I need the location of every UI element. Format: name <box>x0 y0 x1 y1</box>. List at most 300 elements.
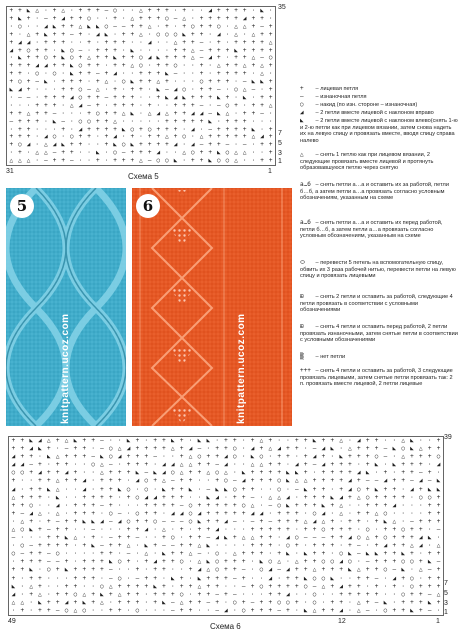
chart-cell: ◣ <box>206 493 211 501</box>
chart-6-symbols <box>9 437 443 615</box>
chart-cell: ◢ <box>191 141 195 149</box>
legend-symbol: – <box>300 93 304 100</box>
legend-text: – 2 петли вместе лицевой с наклоном влево(снять 1-ю и 2-ю петли как при лицевом вязании, затем снова надеть их на левую спицу и провязать вместе, вводя спицу справа налево <box>300 118 458 144</box>
chart-cell: – <box>277 606 281 614</box>
chart-cell: △ <box>171 445 175 453</box>
chart-cell: + <box>401 493 405 501</box>
chart-cell: △ <box>365 534 370 542</box>
chart-cell: – <box>233 517 237 525</box>
chart-cell: △ <box>374 509 379 517</box>
chart-cell: · <box>208 30 212 38</box>
chart-cell: ◢ <box>162 461 166 469</box>
chart-cell: + <box>330 566 335 574</box>
chart-cell: · <box>135 558 140 566</box>
chart-cell: + <box>182 22 187 30</box>
chart-cell: ◢ <box>179 509 184 517</box>
chart-cell: ◢ <box>224 606 228 614</box>
chart-cell: · <box>277 542 281 550</box>
chart-cell: · <box>365 582 370 590</box>
chart-cell: + <box>286 582 290 590</box>
chart-cell: ◢ <box>215 493 219 501</box>
chart-cell: ◣ <box>188 485 193 493</box>
chart-cell: ◣ <box>348 566 352 574</box>
chart-cell: ◢ <box>348 485 352 493</box>
chart-cell: – <box>374 477 379 485</box>
chart-cell: – <box>87 86 91 93</box>
chart-cell: + <box>135 598 140 606</box>
chart-6-row-1: 1 <box>444 609 448 616</box>
chart-cell: ◣ <box>427 598 432 606</box>
chart-cell: · <box>35 38 40 46</box>
chart-cell: · <box>147 86 152 93</box>
chart-cell: – <box>233 590 237 598</box>
chart-cell: · <box>113 78 117 86</box>
chart-cell: + <box>348 582 352 590</box>
chart-cell: · <box>286 558 290 566</box>
chart-cell: ○ <box>11 469 16 477</box>
chart-cell: + <box>419 558 423 566</box>
chart-cell: – <box>208 109 212 117</box>
chart-cell: ◢ <box>147 38 152 46</box>
chart-cell: + <box>82 493 87 501</box>
chart-cell: + <box>436 566 441 574</box>
chart-cell: ◢ <box>312 453 317 461</box>
chart-cell: · <box>268 509 273 517</box>
chart-cell: + <box>9 133 14 141</box>
chart-cell: + <box>242 38 247 46</box>
chart-5-col-right: 1 <box>268 168 272 175</box>
chart-cell: ◢ <box>9 46 14 54</box>
chart-cell: – <box>9 117 14 125</box>
chart-cell: △ <box>191 46 195 54</box>
chart-cell: · <box>171 526 175 533</box>
chart-cell: + <box>410 453 414 461</box>
chart-cell: · <box>135 501 140 509</box>
chart-cell: ◢ <box>357 469 361 477</box>
chart-cell: + <box>18 149 22 157</box>
chart-cell: + <box>153 598 157 606</box>
chart-cell: △ <box>401 437 405 444</box>
chart-cell: + <box>242 117 247 125</box>
chart-cell: + <box>179 453 184 461</box>
chart-cell: △ <box>44 149 48 157</box>
chart-cell: · <box>153 606 157 614</box>
chart-cell: · <box>121 117 126 125</box>
chart-cell: · <box>82 526 87 533</box>
chart-cell: + <box>206 501 211 509</box>
chart-cell: · <box>121 86 126 93</box>
chart-cell: ◣ <box>156 86 161 93</box>
chart-cell: · <box>147 93 152 101</box>
chart-cell: · <box>104 14 109 22</box>
chart-cell: + <box>162 558 166 566</box>
chart-cell: △ <box>26 109 31 117</box>
chart-cell: ◢ <box>82 477 87 485</box>
chart-cell: ○ <box>197 453 202 461</box>
chart-cell: ○ <box>259 453 264 461</box>
chart-cell: + <box>104 70 109 78</box>
chart-cell: + <box>208 133 212 141</box>
chart-cell: · <box>191 78 195 86</box>
chart-cell: · <box>109 437 113 444</box>
chart-cell: ◢ <box>321 461 326 469</box>
chart-cell: · <box>234 109 238 117</box>
chart-cell: + <box>100 485 104 493</box>
chart-cell: + <box>153 445 157 453</box>
chart-cell: – <box>179 517 184 525</box>
chart-cell: + <box>9 14 14 22</box>
chart-cell: + <box>78 133 83 141</box>
chart-cell: △ <box>251 133 256 141</box>
chart-cell: + <box>100 493 104 501</box>
chart-cell: ◣ <box>182 30 187 38</box>
chart-cell: + <box>383 469 388 477</box>
chart-cell: · <box>73 542 78 550</box>
chart-cell: ◣ <box>144 542 149 550</box>
chart-cell: + <box>259 598 264 606</box>
chart-cell: ◢ <box>20 461 25 469</box>
chart-cell: ◢ <box>162 469 166 477</box>
chart-cell: + <box>9 141 14 149</box>
chart-cell: ○ <box>383 509 388 517</box>
chart-cell: ○ <box>70 133 74 141</box>
chart-cell: · <box>171 566 175 574</box>
chart-cell: + <box>348 542 352 550</box>
chart-cell: · <box>216 117 221 125</box>
chart-cell: ○ <box>20 526 25 533</box>
chart-cell: · <box>436 469 441 477</box>
chart-cell: · <box>206 606 211 614</box>
chart-cell: – <box>199 46 204 54</box>
chart-cell: + <box>268 477 273 485</box>
chart-cell: · <box>173 22 178 30</box>
chart-cell: + <box>87 62 91 70</box>
chart-cell: ○ <box>156 30 161 38</box>
chart-cell: · <box>268 70 273 78</box>
chart-cell: + <box>38 550 42 558</box>
chart-cell: ◣ <box>38 445 42 453</box>
chart-cell: ◢ <box>250 445 255 453</box>
chart-cell: ○ <box>241 501 246 509</box>
chart-cell: · <box>144 590 149 598</box>
chart-cell: · <box>73 493 78 501</box>
chart-cell: ◢ <box>64 469 69 477</box>
chart-cell: + <box>392 582 397 590</box>
chart-cell: ◣ <box>410 445 414 453</box>
chart-cell: · <box>100 574 104 582</box>
legend-symbol: ⊞ <box>300 293 304 300</box>
chart-cell: + <box>64 477 69 485</box>
chart-cell: + <box>234 133 238 141</box>
chart-cell: · <box>20 574 25 582</box>
chart-cell: · <box>64 550 69 558</box>
chart-cell: + <box>95 93 100 101</box>
chart-cell: · <box>162 574 166 582</box>
chart-cell: ○ <box>215 469 219 477</box>
chart-cell: + <box>216 133 221 141</box>
chart-cell: + <box>173 125 178 133</box>
chart-cell: – <box>321 534 326 542</box>
chart-cell: + <box>383 558 388 566</box>
chart-cell: ○ <box>357 534 361 542</box>
chart-cell: + <box>156 7 161 14</box>
chart-cell: ◣ <box>171 574 175 582</box>
chart-cell: + <box>286 509 290 517</box>
chart-cell: + <box>216 125 221 133</box>
chart-cell: ○ <box>130 125 135 133</box>
chart-cell: + <box>171 550 175 558</box>
chart-cell: + <box>216 7 221 14</box>
chart-cell: · <box>47 461 51 469</box>
chart-cell: · <box>251 157 256 165</box>
chart-cell: + <box>250 477 255 485</box>
chart-cell: · <box>61 101 65 109</box>
chart-cell: – <box>171 477 175 485</box>
chart-cell: + <box>144 558 149 566</box>
chart-cell: △ <box>401 453 405 461</box>
chart-cell: ○ <box>82 606 87 614</box>
chart-cell: · <box>173 7 178 14</box>
chart-cell: ○ <box>312 590 317 598</box>
chart-cell: + <box>73 566 78 574</box>
chart-cell: + <box>104 46 109 54</box>
chart-cell: ◣ <box>206 558 211 566</box>
chart-cell: ○ <box>383 566 388 574</box>
chart-cell: + <box>233 558 237 566</box>
chart-cell: · <box>126 574 131 582</box>
chart-cell: ◢ <box>70 93 74 101</box>
chart-cell: ○ <box>234 86 238 93</box>
chart-cell: + <box>38 542 42 550</box>
chart-cell: + <box>87 70 91 78</box>
chart-cell: + <box>73 574 78 582</box>
chart-cell: – <box>11 534 16 542</box>
chart-cell: ◣ <box>383 517 388 525</box>
chart-cell: · <box>197 493 202 501</box>
chart-cell: + <box>321 477 326 485</box>
chart-6-row-top: 39 <box>444 434 452 441</box>
chart-cell: △ <box>26 157 31 165</box>
chart-cell: – <box>173 70 178 78</box>
chart-cell: + <box>47 606 51 614</box>
chart-cell: ◣ <box>38 598 42 606</box>
chart-cell: + <box>357 517 361 525</box>
chart-cell: – <box>121 22 126 30</box>
chart-cell: · <box>130 117 135 125</box>
chart-cell: ○ <box>339 550 343 558</box>
chart-cell: + <box>268 590 273 598</box>
chart-cell: – <box>70 157 74 165</box>
chart-cell: · <box>303 598 308 606</box>
chart-cell: · <box>70 125 74 133</box>
chart-cell: + <box>126 469 131 477</box>
chart-cell: ◢ <box>144 526 149 533</box>
chart-cell: · <box>117 461 122 469</box>
chart-cell: + <box>78 141 83 149</box>
chart-cell: · <box>348 598 352 606</box>
legend-entry <box>300 220 458 240</box>
chart-cell: · <box>139 38 143 46</box>
chart-cell: + <box>259 550 264 558</box>
chart-cell: + <box>9 62 14 70</box>
chart-cell: ○ <box>179 558 184 566</box>
chart-cell: – <box>55 517 60 525</box>
chart-cell: · <box>374 526 379 533</box>
chart-cell: + <box>374 590 379 598</box>
chart-cell: + <box>224 558 228 566</box>
chart-cell: · <box>29 606 33 614</box>
chart-cell: + <box>419 526 423 533</box>
chart-cell: + <box>104 141 109 149</box>
chart-cell: ◣ <box>321 501 326 509</box>
chart-cell: + <box>18 70 22 78</box>
chart-cell: + <box>179 493 184 501</box>
chart-cell: + <box>241 509 246 517</box>
chart-cell: · <box>199 7 204 14</box>
chart-cell: ○ <box>188 501 193 509</box>
chart-cell: · <box>182 125 187 133</box>
chart-cell: · <box>55 445 60 453</box>
chart-cell: + <box>339 526 343 533</box>
chart-cell: + <box>91 566 95 574</box>
chart-cell: + <box>199 62 204 70</box>
chart-cell: · <box>233 526 237 533</box>
chart-cell: + <box>64 453 69 461</box>
chart-cell: · <box>234 93 238 101</box>
chart-cell: ○ <box>374 453 379 461</box>
chart-cell: · <box>117 437 122 444</box>
legend-text: – изнаночная петля <box>314 94 367 100</box>
chart-cell: + <box>251 14 256 22</box>
chart-cell: △ <box>216 62 221 70</box>
chart-cell: · <box>9 101 14 109</box>
chart-cell: + <box>277 453 281 461</box>
chart-cell: + <box>61 125 65 133</box>
chart-cell: – <box>91 526 95 533</box>
chart-cell: + <box>121 38 126 46</box>
chart-cell: + <box>224 509 228 517</box>
chart-cell: + <box>126 526 131 533</box>
chart-cell: ◣ <box>312 437 317 444</box>
chart-cell: + <box>147 14 152 22</box>
chart-cell: · <box>121 7 126 14</box>
chart-cell: + <box>130 133 135 141</box>
chart-cell: + <box>357 477 361 485</box>
chart-cell: + <box>73 509 78 517</box>
chart-cell: + <box>199 157 204 165</box>
chart-cell: ◢ <box>113 133 117 141</box>
chart-cell: ○ <box>312 598 317 606</box>
chart-cell: + <box>47 445 51 453</box>
chart-cell: + <box>38 461 42 469</box>
chart-cell: + <box>427 469 432 477</box>
chart-cell: · <box>401 517 405 525</box>
chart-cell: · <box>73 485 78 493</box>
chart-cell: · <box>383 590 388 598</box>
chart-cell: · <box>234 78 238 86</box>
chart-cell: △ <box>162 526 166 533</box>
chart-cell: + <box>268 542 273 550</box>
chart-cell: ◢ <box>44 62 48 70</box>
chart-cell: + <box>87 125 91 133</box>
chart-cell: + <box>156 62 161 70</box>
chart-cell: · <box>268 109 273 117</box>
chart-cell: ◢ <box>286 566 290 574</box>
chart-cell: – <box>91 453 95 461</box>
chart-cell: · <box>87 149 91 157</box>
chart-cell: + <box>268 437 273 444</box>
chart-cell: + <box>208 14 212 22</box>
chart-cell: + <box>365 445 370 453</box>
chart-cell: + <box>179 550 184 558</box>
chart-cell: ○ <box>70 54 74 62</box>
chart-cell: △ <box>179 461 184 469</box>
chart-cell: + <box>64 582 69 590</box>
chart-cell: + <box>436 517 441 525</box>
chart-cell: △ <box>357 606 361 614</box>
chart-cell: · <box>277 437 281 444</box>
chart-cell: · <box>348 437 352 444</box>
chart-cell: △ <box>121 109 126 117</box>
chart-cell: + <box>11 509 16 517</box>
chart-cell: – <box>153 453 157 461</box>
chart-cell: · <box>419 509 423 517</box>
chart-cell: – <box>365 606 370 614</box>
chart-cell: + <box>29 485 33 493</box>
chart-cell: · <box>153 534 157 542</box>
chart-cell: + <box>165 22 169 30</box>
chart-cell: ○ <box>52 70 57 78</box>
chart-cell: + <box>225 133 230 141</box>
chart-cell: · <box>61 109 65 117</box>
chart-cell: ○ <box>35 70 40 78</box>
chart-cell: △ <box>165 133 169 141</box>
chart-6-col-right: 1 <box>436 618 440 625</box>
chart-cell: · <box>427 526 432 533</box>
chart-cell: ○ <box>117 558 122 566</box>
chart-cell: + <box>215 445 219 453</box>
chart-cell: · <box>144 606 149 614</box>
chart-cell: + <box>208 46 212 54</box>
chart-cell: + <box>277 582 281 590</box>
chart-cell: + <box>191 157 195 165</box>
chart-cell: + <box>303 437 308 444</box>
chart-cell: · <box>153 485 157 493</box>
chart-cell: + <box>91 598 95 606</box>
chart-cell: ○ <box>277 501 281 509</box>
chart-cell: · <box>9 149 14 157</box>
chart-cell: + <box>225 125 230 133</box>
chart-cell: + <box>197 534 202 542</box>
chart-cell: ◢ <box>18 86 22 93</box>
chart-cell: △ <box>147 109 152 117</box>
chart-cell: + <box>126 598 131 606</box>
legend-text: – снять 1 петлю как при лицевом вязании, 2 следующие провязать вместе лицевой и протянуть образовавшуюся петлю через снятую <box>300 152 434 172</box>
chart-cell: + <box>26 78 31 86</box>
chart-cell: + <box>321 550 326 558</box>
chart-cell: – <box>312 534 317 542</box>
chart-cell: ◣ <box>224 485 228 493</box>
chart-cell: + <box>52 7 57 14</box>
chart-cell: + <box>82 558 87 566</box>
chart-cell: ◢ <box>191 125 195 133</box>
chart-cell: ◣ <box>234 46 238 54</box>
chart-cell: · <box>182 157 187 165</box>
chart-cell: + <box>87 109 91 117</box>
chart-cell: · <box>392 509 397 517</box>
chart-cell: ○ <box>233 445 237 453</box>
chart-cell: · <box>392 598 397 606</box>
